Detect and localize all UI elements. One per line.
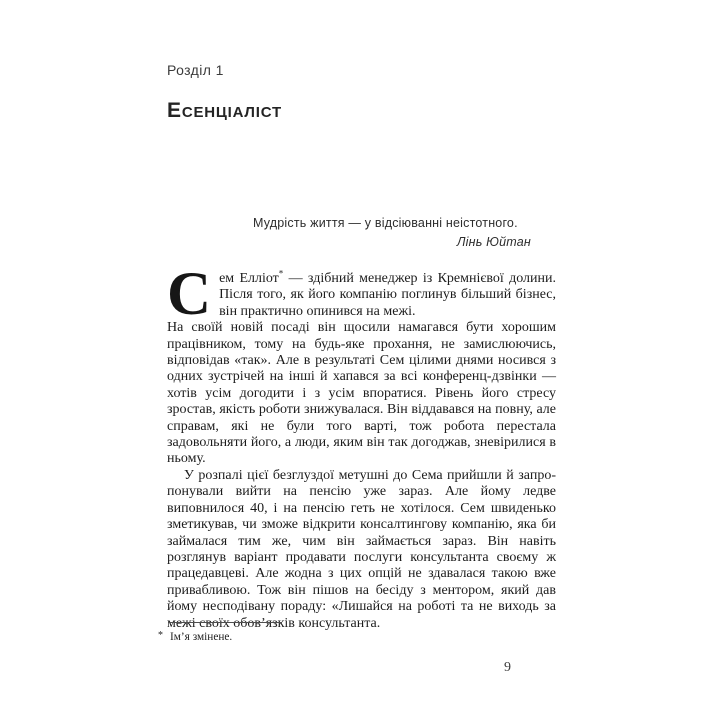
footnote-marker: * [158, 630, 163, 641]
paragraph-third: У розпалі цієї безглуздої метушні до Сема прийшли й запропонували вийти на пенсію уже зараз. Але йому ледве виповнилося 40, і на пенсію геть не хотілося. Сем швиденько зметикував, чи зможе відкрити консалтингову компанію, яка би займалася тим же, чим він займається зараз. Він навіть розглянув варіант продавати послуги консультанта своєму ж працедавцеві. Але жодна з цих опцій не здавалася такою вже привабливою. Тож він пішов на бесіду з ментором, який дав йому несподівану пораду: «Лишайся на роботі та не виходь за межі своїх обов’язків консультанта. [167, 467, 556, 631]
epigraph-attribution: Лінь Юйтан [456, 235, 531, 249]
chapter-title: ЕСЕНЦІАЛІСТ [167, 99, 282, 122]
epigraph [253, 215, 531, 250]
chapter-label: Розділ 1 [167, 62, 224, 78]
paragraph-first-lead: ем Елліот [219, 271, 279, 286]
paragraph-first-rest: — здібний менеджер із Кремнієвої долини. Після того, як його компанію поглинув більший бізнес, він практично опинився на межі. [219, 271, 556, 319]
drop-cap: С [167, 261, 212, 328]
body-text [167, 261, 556, 632]
footnote-text: Ім’я змінене. [170, 631, 233, 643]
footnote-separator [168, 622, 282, 623]
paragraph-first [167, 261, 556, 328]
paragraph-second: На своїй новій посаді він щосили намагався бути хорошим працівником, тому на будь-яке прохання, не замислюючись, відповідав «так». Але в результаті Сем цілими днями носився з одних зустрічей на інші й хапався за всі конференц-дзвінки — хотів усім догодити і з усім впоратися. Рівень його стресу зростав, якість роботи знижувалася. Він віддавався на повну, але справам, які не були того варті, тож робота перестала задовольняти його, а люди, яким він так догоджав, зневірилися в ньому. [167, 320, 556, 467]
page-number: 9 [504, 660, 511, 675]
text-column [158, 0, 556, 720]
footnote-reference-marker: * [278, 268, 284, 279]
footnote [158, 629, 232, 644]
epigraph-text: Мудрість життя — у відсіюванні неістотного. [253, 216, 518, 230]
